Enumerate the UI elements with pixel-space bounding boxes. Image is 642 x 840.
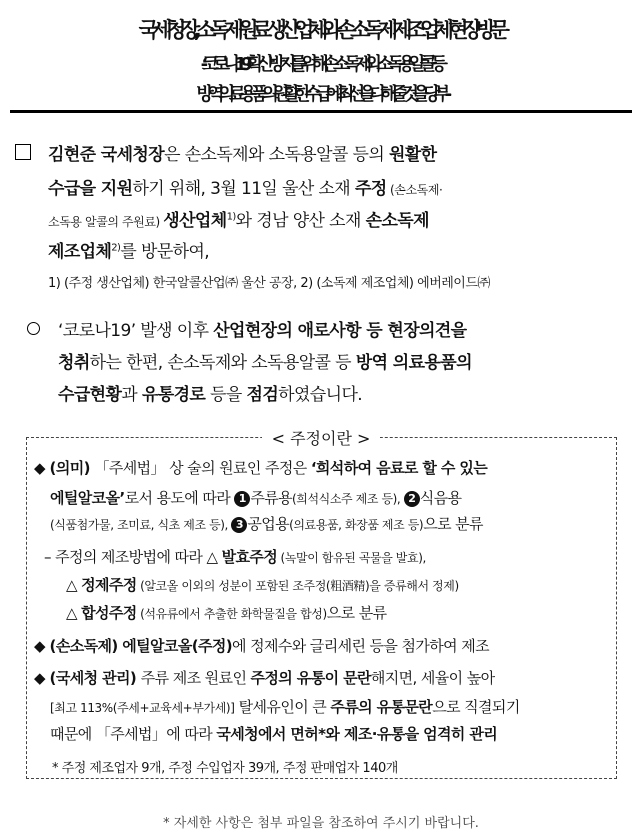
number-1-icon: 1 (234, 491, 250, 507)
box-nts-line1: ◆ (국세청 관리) 주류 제조 원료인 주정의 유통이 문란해지면, 세율이 높아 (34, 669, 495, 687)
circle-bullet-icon (27, 322, 40, 335)
title-divider (10, 110, 632, 113)
number-3-icon: 3 (231, 517, 247, 533)
number-2-icon: 2 (404, 491, 420, 507)
box-license-note: * 주정 제조업자 9개, 주정 수입업자 39개, 주정 판매업자 140개 (52, 761, 398, 776)
subtitle-line-2: 방역 의료용품의 원활한 수급에 최선을 다해 줄 것을 당부 - (196, 84, 446, 105)
document-title: 국세청장, 소독제 원료 생산업체와 손소독제 제조업체 현장방문 (138, 18, 504, 42)
paragraph1-line2: 수급을 지원하기 위해, 3월 11일 울산 소재 주정 (손소독제· (48, 179, 443, 199)
paragraph1-line1: 김현준 국세청장은 손소독제와 소독용알콜 등의 원활한 (48, 145, 437, 165)
box-bullet1-line1: ◆ (의미) 「주세법」 상 술의 원료인 주정은 ‘희석하여 음료로 할 수 있는 (34, 459, 488, 477)
paragraph2-line1: ‘코로나19’ 발생 이후 산업현장의 애로사항 등 현장의견을 (58, 321, 467, 341)
paragraph1-line4: 제조업체$^{2)}$를 방문하여, (48, 242, 210, 262)
subtitle-line-1: - ‘코로나19’ 확산 방지를 위해 손소독제와 소독용알콜 등 (200, 54, 442, 75)
footnote-companies: 1) (주정 생산업체) 한국알콜산업㈜ 울산 공장, 2) (소독제 제조업체) 에버레이드㈜ (48, 276, 490, 291)
square-bullet-icon (15, 144, 31, 160)
box-bullet1-line2: 에틸알코올’로서 용도에 따라 1 주류용(희석식소주 제조 등), 2 식음용 (50, 489, 462, 507)
box-method-line3: △ 합성주정 (석유류에서 추출한 화학물질을 합성)으로 분류 (66, 604, 387, 622)
box-method-line2: △ 정제주정 (알코올 이외의 성분이 포함된 조주정(粗酒精)을 증류해서 정제) (66, 576, 459, 594)
paragraph2-line2: 청취하는 한편, 손소독제와 소독용알콜 등 방역 의료용품의 (58, 353, 472, 373)
box-title: < 주정이란 > (0, 426, 642, 449)
box-sanitizer-line: ◆ (손소독제) 에틸알코올(주정)에 정제수와 글리세린 등을 첨가하여 제조 (34, 637, 489, 655)
paragraph1-line3: 소독용 알콜의 주원료) 생산업체$^{1)}$와 경남 양산 소재 손소독제 (48, 211, 429, 231)
box-bullet1-line3: (식품첨가물, 조미료, 식초 제조 등), 3 공업용(의료용품, 화장품 제조 등)으로 분류 (50, 515, 483, 533)
box-nts-line2: [최고 113%(주세+교육세+부가세)] 탈세유인이 큰 주류의 유통문란으로 직결되기 (50, 698, 520, 716)
footer-note: * 자세한 사항은 첨부 파일을 참조하여 주시기 바랍니다. (163, 816, 479, 831)
paragraph2-line3: 수급현황과 유통경로 등을 점검하였습니다. (58, 385, 363, 405)
box-nts-line3: 때문에 「주세법」에 따라 국세청에서 면허*와 제조·유통을 엄격히 관리 (50, 725, 498, 743)
box-method-line1: – 주정의 제조방법에 따라 △ 발효주정 (녹말이 함유된 곡물을 발효), (44, 548, 426, 566)
